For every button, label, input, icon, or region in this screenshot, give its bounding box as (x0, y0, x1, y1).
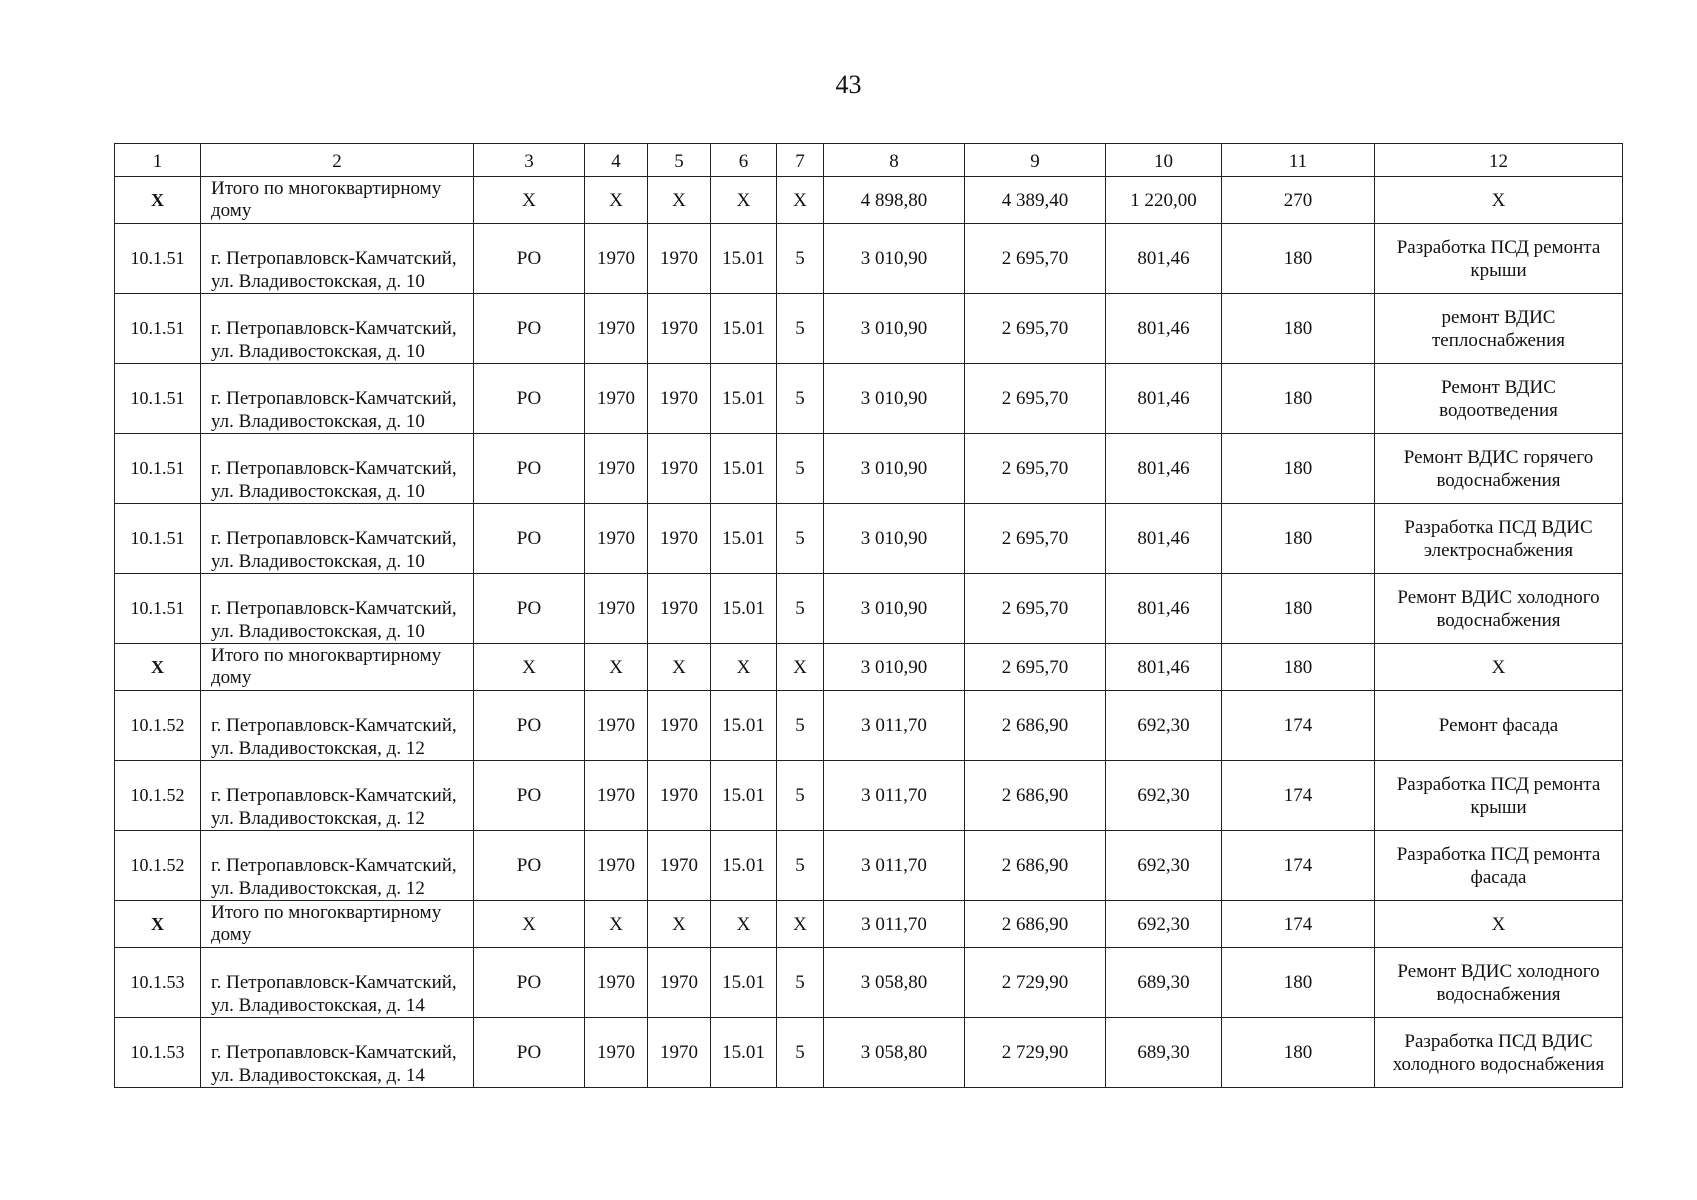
column-number: 10 (1106, 144, 1222, 177)
work-type-cell: X (1375, 901, 1623, 948)
row-id-cell: 10.1.52 (115, 761, 201, 831)
cell-col-7: X (777, 901, 824, 948)
cell-col-4: 1970 (585, 504, 648, 574)
address-cell: г. Петропавловск-Камчатский, ул. Владивостокская, д. 12 (201, 831, 474, 901)
cell-col-4: 1970 (585, 364, 648, 434)
cell-col-10: 692,30 (1106, 691, 1222, 761)
cell-col-4: X (585, 901, 648, 948)
work-type-cell: ремонт ВДИС теплоснабжения (1375, 294, 1623, 364)
cell-col-11: 174 (1222, 691, 1375, 761)
cell-col-9: 2 695,70 (965, 364, 1106, 434)
cell-col-9: 2 686,90 (965, 831, 1106, 901)
cell-col-8: 3 010,90 (824, 224, 965, 294)
work-type-cell: Разработка ПСД ВДИС электроснабжения (1375, 504, 1623, 574)
cell-col-4: 1970 (585, 574, 648, 644)
table-row (115, 224, 1623, 294)
cell-col-3: X (474, 901, 585, 948)
cell-col-5: 1970 (648, 504, 711, 574)
cell-col-10: 801,46 (1106, 224, 1222, 294)
work-type-cell: Ремонт ВДИС водоотведения (1375, 364, 1623, 434)
cell-col-5: 1970 (648, 1018, 711, 1088)
address-cell: Итого по многоквартирному дому (201, 177, 474, 224)
cell-col-6: 15.01 (711, 294, 777, 364)
cell-col-10: 801,46 (1106, 434, 1222, 504)
cell-col-7: 5 (777, 434, 824, 504)
cell-col-9: 2 695,70 (965, 294, 1106, 364)
cell-col-8: 3 058,80 (824, 1018, 965, 1088)
cell-col-4: X (585, 177, 648, 224)
cell-col-4: 1970 (585, 948, 648, 1018)
cell-col-9: 2 729,90 (965, 1018, 1106, 1088)
cell-col-5: 1970 (648, 434, 711, 504)
work-type-cell: Разработка ПСД ВДИС холодного водоснабжения (1375, 1018, 1623, 1088)
cell-col-3: РО (474, 504, 585, 574)
cell-col-4: 1970 (585, 761, 648, 831)
cell-col-9: 2 695,70 (965, 574, 1106, 644)
row-id-cell: 10.1.53 (115, 1018, 201, 1088)
cell-col-6: 15.01 (711, 831, 777, 901)
row-id-cell: 10.1.51 (115, 364, 201, 434)
address-cell: Итого по многоквартирному дому (201, 901, 474, 948)
cell-col-3: X (474, 644, 585, 691)
cell-col-10: 1 220,00 (1106, 177, 1222, 224)
address-cell: г. Петропавловск-Камчатский, ул. Владивостокская, д. 10 (201, 434, 474, 504)
cell-col-7: 5 (777, 364, 824, 434)
cell-col-6: 15.01 (711, 691, 777, 761)
cell-col-11: 174 (1222, 831, 1375, 901)
cell-col-6: 15.01 (711, 761, 777, 831)
column-number: 11 (1222, 144, 1375, 177)
cell-col-5: 1970 (648, 224, 711, 294)
cell-col-9: 2 695,70 (965, 644, 1106, 691)
cell-col-11: 174 (1222, 761, 1375, 831)
cell-col-8: 3 011,70 (824, 691, 965, 761)
cell-col-7: X (777, 644, 824, 691)
address-cell: г. Петропавловск-Камчатский, ул. Владивостокская, д. 10 (201, 224, 474, 294)
cell-col-8: 3 010,90 (824, 504, 965, 574)
cell-col-10: 801,46 (1106, 574, 1222, 644)
cell-col-8: 3 011,70 (824, 901, 965, 948)
cell-col-8: 3 010,90 (824, 294, 965, 364)
cell-col-11: 180 (1222, 364, 1375, 434)
table-row (115, 294, 1623, 364)
address-cell: г. Петропавловск-Камчатский, ул. Владивостокская, д. 10 (201, 574, 474, 644)
cell-col-6: X (711, 901, 777, 948)
column-number: 6 (711, 144, 777, 177)
row-id-cell: 10.1.51 (115, 224, 201, 294)
cell-col-4: 1970 (585, 691, 648, 761)
cell-col-7: 5 (777, 504, 824, 574)
cell-col-9: 2 695,70 (965, 504, 1106, 574)
cell-col-10: 801,46 (1106, 504, 1222, 574)
column-number-row (115, 144, 1623, 177)
table-row (115, 831, 1623, 901)
column-number: 9 (965, 144, 1106, 177)
work-type-cell: Разработка ПСД ремонта крыши (1375, 761, 1623, 831)
cell-col-3: РО (474, 364, 585, 434)
table-row (115, 691, 1623, 761)
work-type-cell: Ремонт ВДИС холодного водоснабжения (1375, 948, 1623, 1018)
cell-col-4: 1970 (585, 434, 648, 504)
cell-col-11: 174 (1222, 901, 1375, 948)
total-row (115, 177, 1623, 224)
cell-col-7: 5 (777, 574, 824, 644)
cell-col-8: 3 011,70 (824, 831, 965, 901)
cell-col-4: X (585, 644, 648, 691)
cell-col-3: РО (474, 831, 585, 901)
work-type-cell: Разработка ПСД ремонта крыши (1375, 224, 1623, 294)
cell-col-8: 3 010,90 (824, 364, 965, 434)
address-cell: г. Петропавловск-Камчатский, ул. Владивостокская, д. 14 (201, 1018, 474, 1088)
cell-col-11: 180 (1222, 294, 1375, 364)
cell-col-5: 1970 (648, 948, 711, 1018)
row-id-cell: 10.1.51 (115, 294, 201, 364)
cell-col-6: 15.01 (711, 224, 777, 294)
address-cell: г. Петропавловск-Камчатский, ул. Владивостокская, д. 14 (201, 948, 474, 1018)
cell-col-11: 180 (1222, 224, 1375, 294)
cell-col-4: 1970 (585, 831, 648, 901)
cell-col-5: X (648, 901, 711, 948)
cell-col-3: РО (474, 691, 585, 761)
cell-col-5: X (648, 177, 711, 224)
address-cell: г. Петропавловск-Камчатский, ул. Владивостокская, д. 12 (201, 761, 474, 831)
column-number: 8 (824, 144, 965, 177)
cell-col-8: 3 010,90 (824, 644, 965, 691)
row-id-cell: 10.1.52 (115, 831, 201, 901)
address-cell: г. Петропавловск-Камчатский, ул. Владивостокская, д. 10 (201, 364, 474, 434)
cell-col-9: 2 686,90 (965, 761, 1106, 831)
cell-col-7: 5 (777, 761, 824, 831)
row-id-cell: X (115, 644, 201, 691)
column-number: 4 (585, 144, 648, 177)
cell-col-9: 2 686,90 (965, 691, 1106, 761)
cell-col-11: 180 (1222, 434, 1375, 504)
column-number: 3 (474, 144, 585, 177)
work-type-cell: Ремонт фасада (1375, 691, 1623, 761)
cell-col-11: 180 (1222, 1018, 1375, 1088)
cell-col-3: РО (474, 574, 585, 644)
cell-col-8: 3 010,90 (824, 434, 965, 504)
address-cell: г. Петропавловск-Камчатский, ул. Владивостокская, д. 12 (201, 691, 474, 761)
cell-col-3: РО (474, 294, 585, 364)
work-type-cell: X (1375, 177, 1623, 224)
cell-col-6: 15.01 (711, 434, 777, 504)
cell-col-3: РО (474, 761, 585, 831)
column-number: 5 (648, 144, 711, 177)
cell-col-4: 1970 (585, 294, 648, 364)
row-id-cell: 10.1.51 (115, 434, 201, 504)
cell-col-10: 689,30 (1106, 1018, 1222, 1088)
work-type-cell: Ремонт ВДИС горячего водоснабжения (1375, 434, 1623, 504)
cell-col-9: 2 695,70 (965, 224, 1106, 294)
cell-col-6: 15.01 (711, 948, 777, 1018)
table-row (115, 761, 1623, 831)
cell-col-6: 15.01 (711, 504, 777, 574)
cell-col-7: 5 (777, 948, 824, 1018)
table-row (115, 504, 1623, 574)
cell-col-7: 5 (777, 691, 824, 761)
cell-col-7: 5 (777, 831, 824, 901)
cell-col-10: 801,46 (1106, 364, 1222, 434)
cell-col-5: 1970 (648, 761, 711, 831)
cell-col-3: РО (474, 948, 585, 1018)
cell-col-10: 801,46 (1106, 644, 1222, 691)
cell-col-10: 801,46 (1106, 294, 1222, 364)
cell-col-3: РО (474, 1018, 585, 1088)
cell-col-9: 2 729,90 (965, 948, 1106, 1018)
cell-col-5: 1970 (648, 691, 711, 761)
table-row (115, 574, 1623, 644)
table-row (115, 364, 1623, 434)
address-cell: г. Петропавловск-Камчатский, ул. Владивостокская, д. 10 (201, 294, 474, 364)
cell-col-7: X (777, 177, 824, 224)
cell-col-11: 180 (1222, 574, 1375, 644)
table-row (115, 1018, 1623, 1088)
cell-col-7: 5 (777, 1018, 824, 1088)
row-id-cell: 10.1.51 (115, 504, 201, 574)
cell-col-6: 15.01 (711, 364, 777, 434)
cell-col-8: 3 010,90 (824, 574, 965, 644)
cell-col-9: 2 686,90 (965, 901, 1106, 948)
row-id-cell: 10.1.52 (115, 691, 201, 761)
cell-col-3: X (474, 177, 585, 224)
row-id-cell: X (115, 177, 201, 224)
cell-col-9: 2 695,70 (965, 434, 1106, 504)
address-cell: Итого по многоквартирному дому (201, 644, 474, 691)
row-id-cell: 10.1.53 (115, 948, 201, 1018)
cell-col-4: 1970 (585, 1018, 648, 1088)
column-number: 2 (201, 144, 474, 177)
cell-col-9: 4 389,40 (965, 177, 1106, 224)
cell-col-10: 692,30 (1106, 761, 1222, 831)
row-id-cell: X (115, 901, 201, 948)
cell-col-5: X (648, 644, 711, 691)
cell-col-5: 1970 (648, 364, 711, 434)
total-row (115, 901, 1623, 948)
cell-col-7: 5 (777, 224, 824, 294)
work-type-cell: Ремонт ВДИС холодного водоснабжения (1375, 574, 1623, 644)
cell-col-5: 1970 (648, 574, 711, 644)
cell-col-10: 692,30 (1106, 831, 1222, 901)
address-cell: г. Петропавловск-Камчатский, ул. Владивостокская, д. 10 (201, 504, 474, 574)
cell-col-11: 180 (1222, 644, 1375, 691)
cell-col-4: 1970 (585, 224, 648, 294)
register-table (114, 143, 1623, 1088)
work-type-cell: X (1375, 644, 1623, 691)
cell-col-8: 3 058,80 (824, 948, 965, 1018)
work-type-cell: Разработка ПСД ремонта фасада (1375, 831, 1623, 901)
page-number: 43 (835, 70, 862, 99)
cell-col-8: 4 898,80 (824, 177, 965, 224)
cell-col-8: 3 011,70 (824, 761, 965, 831)
cell-col-6: X (711, 644, 777, 691)
cell-col-10: 692,30 (1106, 901, 1222, 948)
cell-col-6: 15.01 (711, 1018, 777, 1088)
table-row (115, 434, 1623, 504)
cell-col-3: РО (474, 224, 585, 294)
cell-col-11: 180 (1222, 948, 1375, 1018)
cell-col-11: 180 (1222, 504, 1375, 574)
column-number: 1 (115, 144, 201, 177)
cell-col-6: X (711, 177, 777, 224)
column-number: 12 (1375, 144, 1623, 177)
table-body (115, 144, 1623, 1088)
cell-col-7: 5 (777, 294, 824, 364)
total-row (115, 644, 1623, 691)
table-row (115, 948, 1623, 1018)
row-id-cell: 10.1.51 (115, 574, 201, 644)
cell-col-3: РО (474, 434, 585, 504)
cell-col-5: 1970 (648, 294, 711, 364)
column-number: 7 (777, 144, 824, 177)
cell-col-11: 270 (1222, 177, 1375, 224)
cell-col-5: 1970 (648, 831, 711, 901)
cell-col-6: 15.01 (711, 574, 777, 644)
cell-col-10: 689,30 (1106, 948, 1222, 1018)
